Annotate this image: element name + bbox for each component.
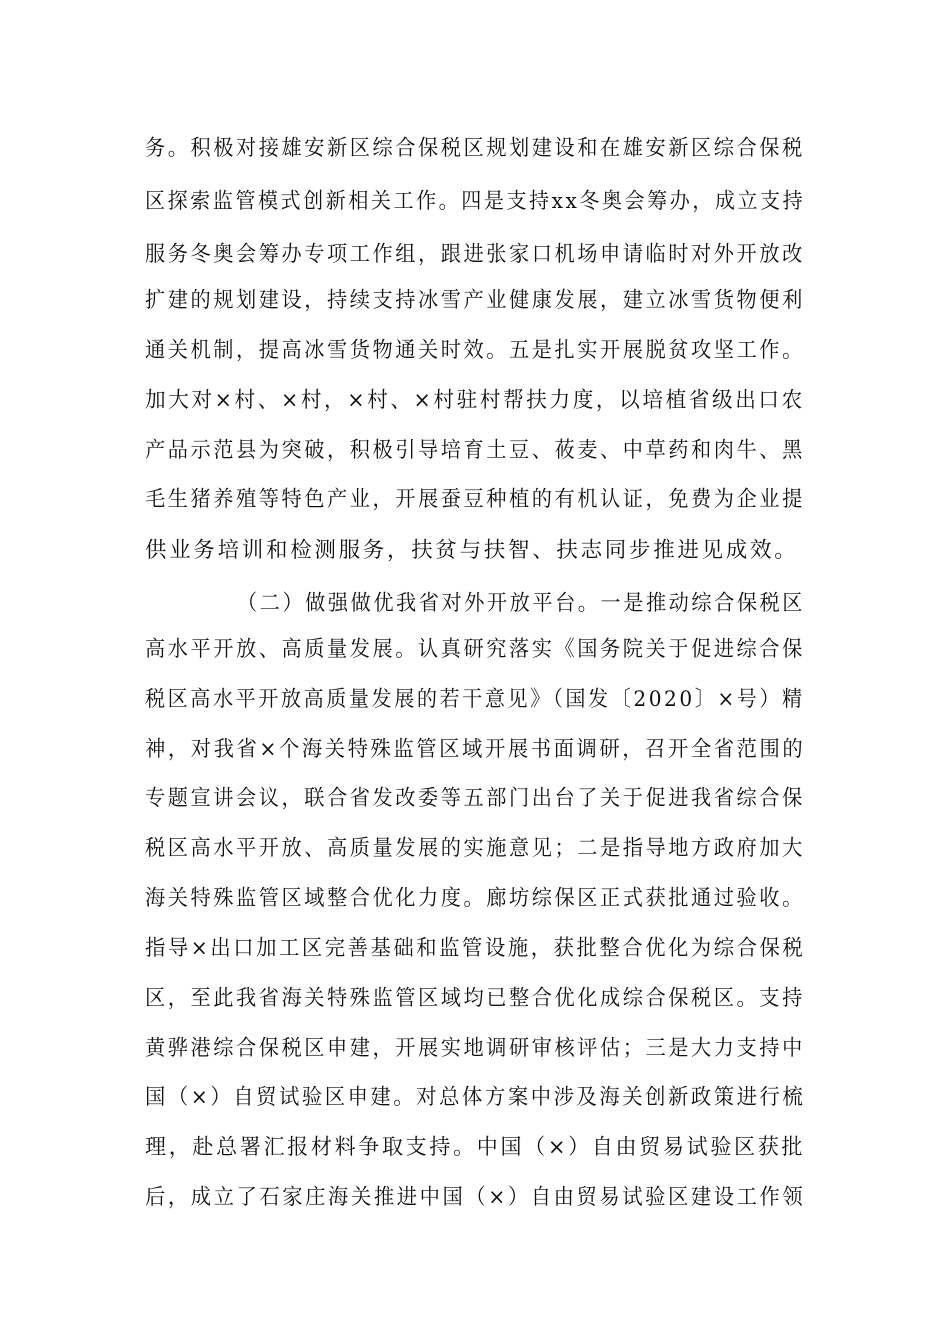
paragraph-heading: （二）做强做优我省对外开放平台。一是推动综合保税区 [237, 591, 806, 616]
text-line: 后，成立了石家庄海关推进中国（×）自由贸易试验区建设工作领 [145, 1185, 806, 1210]
text-line: 国（×）自贸试验区申建。对总体方案中涉及海关创新政策进行梳 [145, 1085, 806, 1110]
text-line: 理，赴总署汇报材料争取支持。中国（×）自由贸易试验区获批 [145, 1135, 806, 1160]
text-line: 指导×出口加工区完善基础和监管设施，获批整合优化为综合保税 [145, 936, 806, 961]
text-line: 毛生猪养殖等特色产业，开展蚕豆种植的有机认证，免费为企业提 [145, 487, 805, 512]
text-line: 供业务培训和检测服务，扶贫与扶智、扶志同步推进见成效。 [145, 538, 799, 563]
text-line: 黄骅港综合保税区申建，开展实地调研审核评估；三是大力支持中 [145, 1036, 805, 1061]
text-line: 税区高水平开放高质量发展的若干意见》（国发〔2020〕×号）精 [145, 687, 805, 712]
text-line: 产品示范县为突破，积极引导培育土豆、莜麦、中草药和肉牛、黑 [145, 438, 805, 463]
text-line: 高水平开放、高质量发展。认真研究落实《国务院关于促进综合保 [145, 637, 805, 662]
text-line: 加大对×村、×村，×村、×村驻村帮扶力度，以培植省级出口农 [145, 388, 805, 413]
text-line: 服务冬奥会筹办专项工作组，跟进张家口机场申请临时对外开放改 [145, 242, 805, 267]
text-line: 扩建的规划建设，持续支持冰雪产业健康发展，建立冰雪货物便利 [145, 288, 805, 313]
text-line: 通关机制，提高冰雪货物通关时效。五是扎实开展脱贫攻坚工作。 [145, 338, 805, 363]
text-line: 神，对我省×个海关特殊监管区域开展书面调研，召开全省范围的 [145, 737, 806, 762]
text-line: 区探索监管模式创新相关工作。四是支持xx冬奥会筹办，成立支持 [145, 189, 806, 214]
text-line: 税区高水平开放、高质量发展的实施意见；二是指导地方政府加大 [145, 836, 805, 861]
text-line: 海关特殊监管区域整合优化力度。廊坊综保区正式获批通过验收。 [145, 886, 805, 911]
text-line: 区，至此我省海关特殊监管区域均已整合优化成综合保税区。支持 [145, 986, 805, 1011]
text-line: 专题宣讲会议，联合省发改委等五部门出台了关于促进我省综合保 [145, 786, 805, 811]
text-line: 务。积极对接雄安新区综合保税区规划建设和在雄安新区综合保税 [145, 136, 805, 161]
